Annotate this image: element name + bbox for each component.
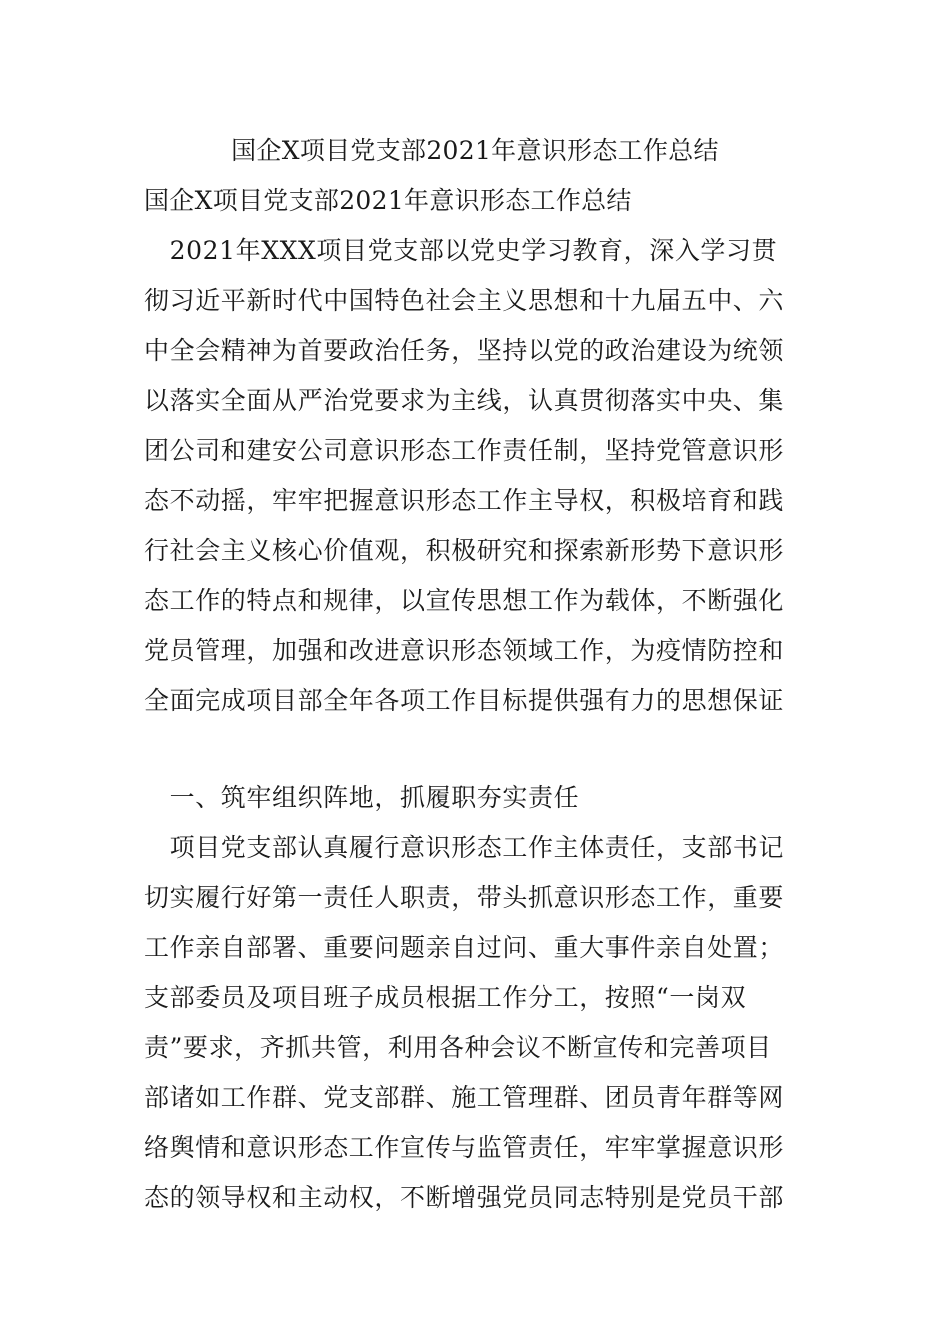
paragraph-line: 态工作的特点和规律，以宣传思想工作为载体，不断强化 bbox=[144, 586, 785, 615]
paragraph-line: 态不动摇，牢牢把握意识形态工作主导权，积极培育和践 bbox=[144, 486, 785, 515]
paragraph-line: 2021年XXX项目党支部以党史学习教育，深入学习贯 bbox=[144, 236, 778, 265]
paragraph-line: 责”要求，齐抓共管，利用各种会议不断宣传和完善项目 bbox=[144, 1033, 772, 1062]
document-title-centered: 国企X项目党支部2021年意识形态工作总结 bbox=[231, 136, 719, 165]
paragraph-line: 工作亲自部署、重要问题亲自过问、重大事件亲自处置； bbox=[144, 933, 785, 962]
paragraph-line: 行社会主义核心价值观，积极研究和探索新形势下意识形 bbox=[144, 536, 785, 565]
paragraph-line: 全面完成项目部全年各项工作目标提供强有力的思想保证 bbox=[144, 686, 785, 715]
paragraph-line: 项目党支部认真履行意识形态工作主体责任，支部书记 bbox=[144, 833, 785, 862]
paragraph-line: 部诸如工作群、党支部群、施工管理群、团员青年群等网 bbox=[144, 1083, 785, 1112]
paragraph-line: 中全会精神为首要政治任务，坚持以党的政治建设为统领 bbox=[144, 336, 785, 365]
paragraph-line: 彻习近平新时代中国特色社会主义思想和十九届五中、六 bbox=[144, 286, 785, 315]
paragraph-line: 络舆情和意识形态工作宣传与监管责任，牢牢掌握意识形 bbox=[144, 1133, 785, 1162]
paragraph-line: 态的领导权和主动权，不断增强党员同志特别是党员干部 bbox=[144, 1183, 785, 1212]
paragraph-line: 团公司和建安公司意识形态工作责任制，坚持党管意识形 bbox=[144, 436, 785, 465]
paragraph-line: 切实履行好第一责任人职责，带头抓意识形态工作，重要 bbox=[144, 883, 785, 912]
paragraph-line: 以落实全面从严治党要求为主线，认真贯彻落实中央、集 bbox=[144, 386, 785, 415]
paragraph-line: 党员管理，加强和改进意识形态领域工作，为疫情防控和 bbox=[144, 636, 785, 665]
section-heading: 一、筑牢组织阵地，抓履职夯实责任 bbox=[144, 783, 580, 812]
document-title: 国企X项目党支部2021年意识形态工作总结 bbox=[144, 186, 632, 215]
paragraph-line: 支部委员及项目班子成员根据工作分工，按照“一岗双 bbox=[144, 983, 747, 1012]
